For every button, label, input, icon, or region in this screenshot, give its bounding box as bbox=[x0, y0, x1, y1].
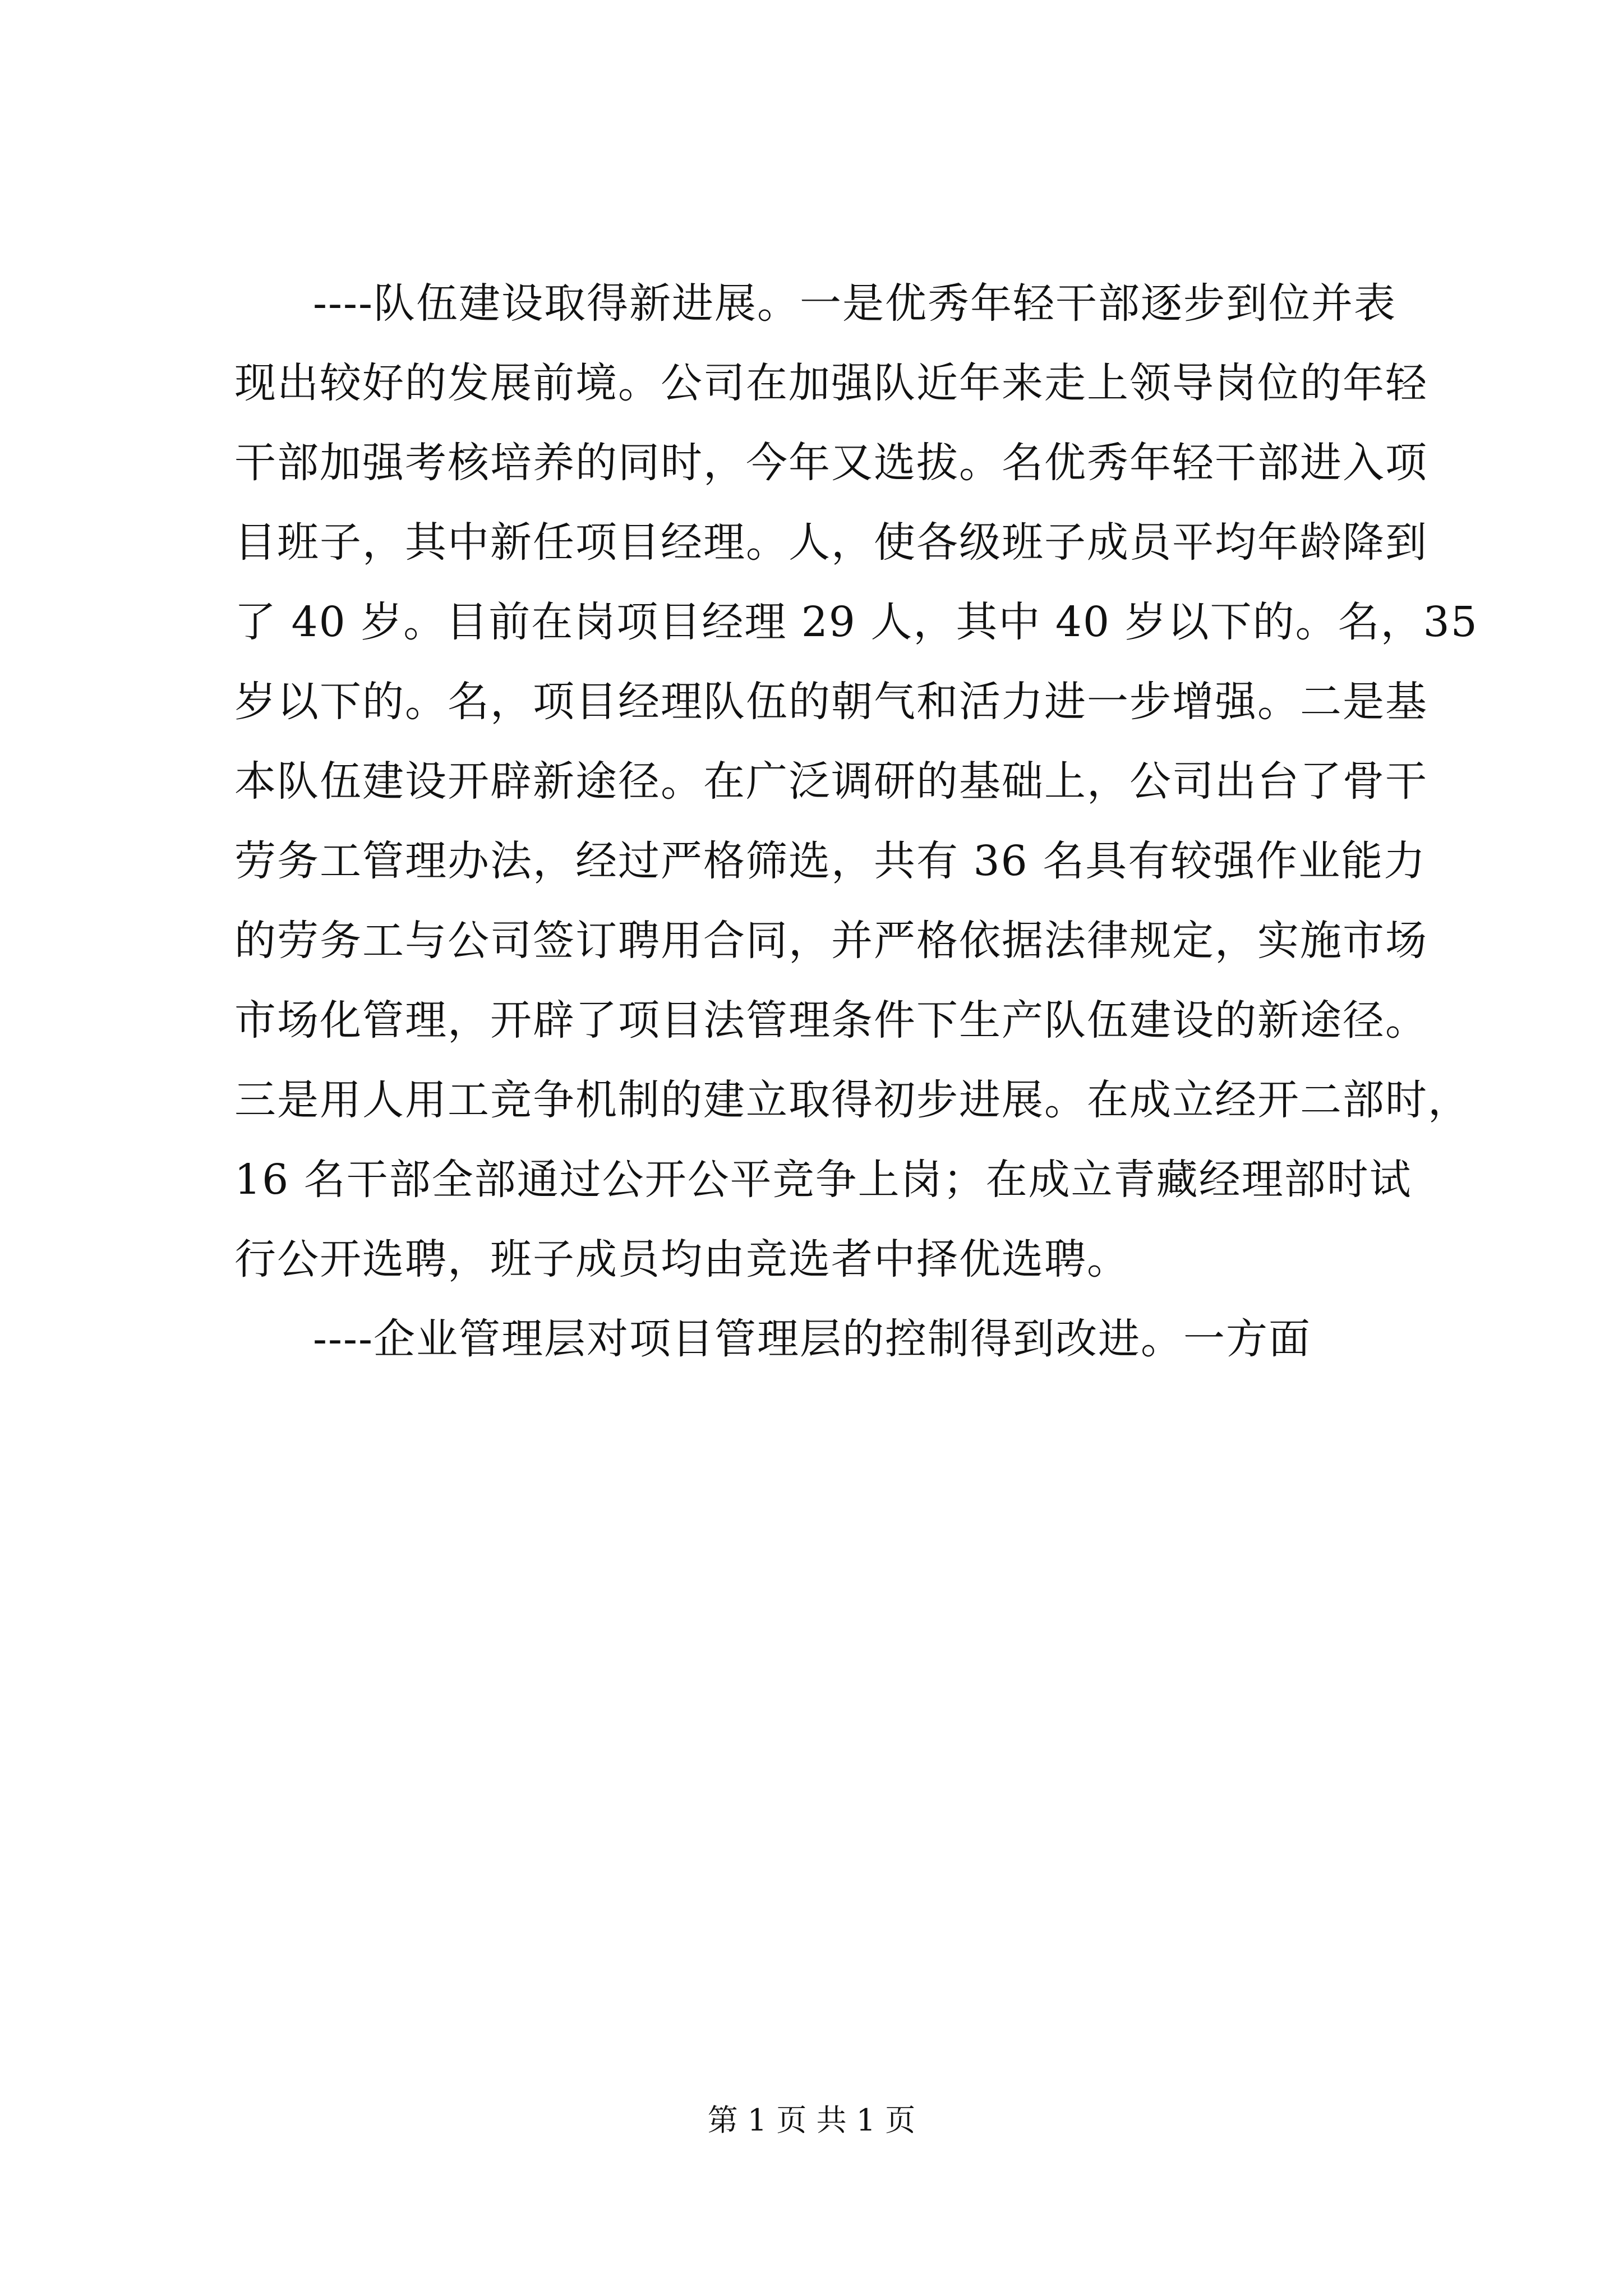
paragraph-line: 本队伍建设开辟新途径。在广泛调研的基础上，公司出台了骨干 bbox=[234, 757, 1428, 806]
paragraph-line: 劳务工管理办法，经过严格筛选，共有 36 名具有较强作业能力 bbox=[234, 837, 1427, 885]
paragraph-line: 三是用人用工竞争机制的建立取得初步进展。在成立经开二部时， bbox=[234, 1076, 1470, 1124]
paragraph-line: 了 40 岁。目前在岗项目经理 29 人，其中 40 岁以下的。名，35 bbox=[234, 598, 1478, 646]
document-body bbox=[234, 264, 1478, 1379]
page-footer bbox=[0, 2101, 1623, 2140]
paragraph-line: 16 名干部全部通过公开公平竞争上岗；在成立青藏经理部时试 bbox=[234, 1156, 1412, 1204]
paragraph-line: 目班子，其中新任项目经理。人，使各级班子成员平均年龄降到 bbox=[234, 518, 1428, 567]
paragraph-line: ----队伍建设取得新进展。一是优秀年轻干部逐步到位并表 bbox=[313, 279, 1397, 328]
paragraph-line: 行公开选聘，班子成员均由竞选者中择优选聘。 bbox=[234, 1235, 1129, 1283]
paragraph-line: 干部加强考核培养的同时，今年又选拔。名优秀年轻干部进入项 bbox=[234, 439, 1428, 487]
paragraph-line: 现出较好的发展前境。公司在加强队近年来走上领导岗位的年轻 bbox=[234, 359, 1428, 407]
paragraph-line: 岁以下的。名，项目经理队伍的朝气和活力进一步增强。二是基 bbox=[234, 678, 1428, 726]
paragraph-line: 的劳务工与公司签订聘用合同，并严格依据法律规定，实施市场 bbox=[234, 917, 1428, 965]
paragraph-line: ----企业管理层对项目管理层的控制得到改进。一方面 bbox=[313, 1315, 1312, 1363]
paragraph-line: 市场化管理，开辟了项目法管理条件下生产队伍建设的新途径。 bbox=[234, 996, 1428, 1045]
page-number: 第 1 页 共 1 页 bbox=[707, 2102, 916, 2138]
